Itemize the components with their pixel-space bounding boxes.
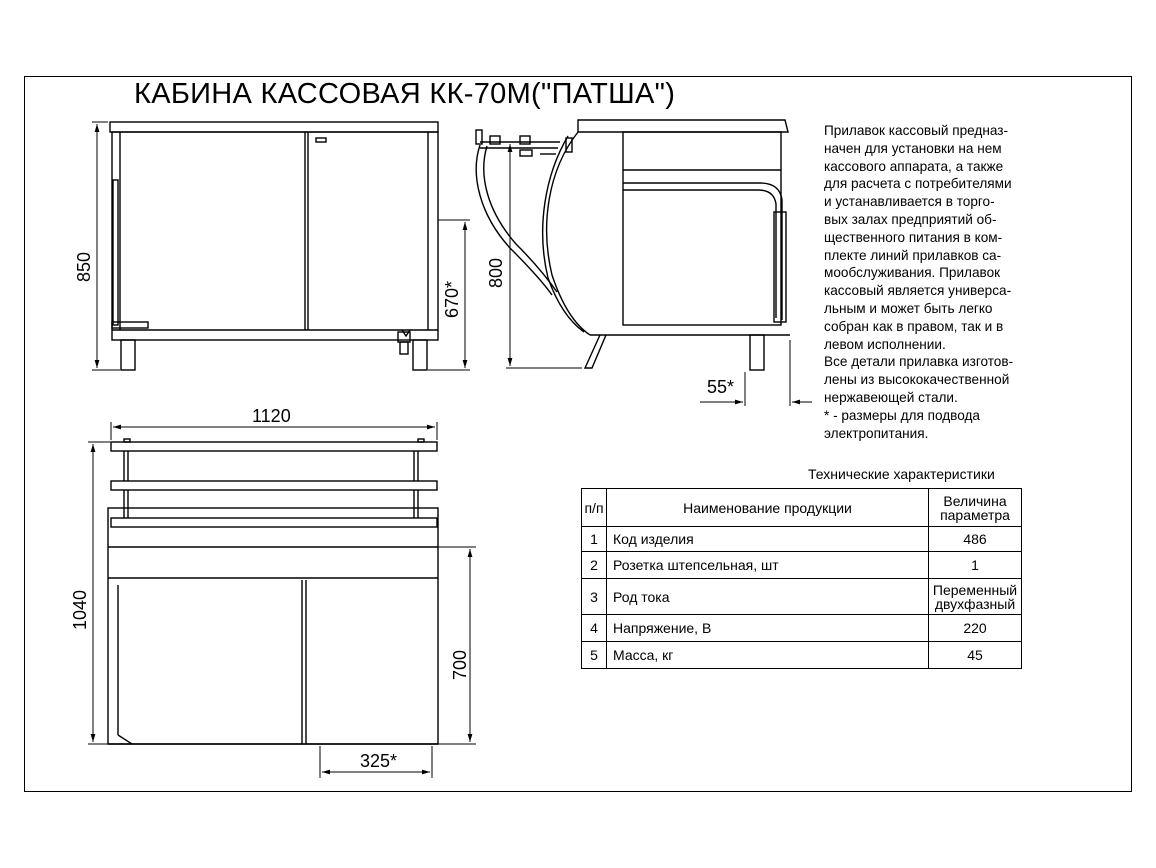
row-value: 220	[929, 614, 1022, 641]
row-name: Розетка штепсельная, шт	[607, 552, 929, 579]
specs-caption: Технические характеристики	[808, 466, 995, 482]
dim-plan-inner: 700	[450, 649, 470, 680]
dim-plan-width: 1120	[252, 406, 291, 426]
dim-front-height: 850	[74, 251, 94, 282]
header-value-line1: Величина	[943, 492, 1007, 509]
description-line: щественного питания в ком-	[824, 229, 1003, 245]
row-name: Напряжение, В	[607, 614, 929, 641]
dim-socket-height: 670*	[442, 280, 462, 318]
description-line: кассового аппарата, а также	[824, 158, 1004, 174]
specs-header-row	[582, 489, 1022, 527]
plan-view	[108, 439, 438, 744]
description-line: левом исполнении.	[824, 336, 946, 352]
description-line: начен для установки на нем	[824, 140, 1002, 156]
header-value-line2: параметра	[940, 506, 1010, 523]
description-line: лены из высококачественной	[824, 372, 1010, 388]
row-value-line2: двухфазный	[934, 595, 1016, 612]
table-row	[582, 641, 1022, 668]
row-num: 5	[582, 641, 607, 668]
description-line: электропитания.	[824, 425, 929, 441]
description-line: кассовый является универса-	[824, 283, 1012, 299]
row-value: 45	[929, 641, 1022, 668]
drawing-title: КАБИНА КАССОВАЯ КК-70М("ПАТША")	[134, 78, 676, 110]
row-name: Код изделия	[607, 527, 929, 552]
table-row	[582, 579, 1022, 614]
row-value	[929, 579, 1022, 614]
row-num: 3	[582, 579, 607, 614]
description-line: мообслуживания. Прилавок	[824, 265, 1001, 281]
product-description	[824, 122, 1054, 442]
dim-plan-depth: 1040	[70, 589, 90, 630]
header-num: п/п	[582, 489, 607, 527]
specs-table	[581, 488, 1022, 669]
header-value	[929, 489, 1022, 527]
table-row	[582, 614, 1022, 641]
row-num: 4	[582, 614, 607, 641]
header-name: Наименование продукции	[607, 489, 929, 527]
description-line: * - размеры для подвода	[824, 407, 980, 423]
description-line: собран как в правом, так и в	[824, 318, 1004, 334]
table-row	[582, 552, 1022, 579]
dim-side-height: 800	[486, 257, 506, 288]
table-row	[582, 527, 1022, 552]
row-value-line1: Переменный	[932, 581, 1018, 598]
description-line: вых залах предприятий об-	[824, 211, 997, 227]
description-line: Прилавок кассовый предназ-	[824, 123, 1009, 138]
description-line: нержавеющей стали.	[824, 389, 958, 405]
description-line: для расчета с потребителями	[824, 176, 1012, 192]
row-value: 486	[929, 527, 1022, 552]
side-view	[476, 120, 790, 370]
front-dimensions	[92, 122, 470, 370]
front-view	[110, 122, 438, 370]
row-name: Масса, кг	[607, 641, 929, 668]
description-line: плекте линий прилавков са-	[824, 247, 1002, 263]
row-num: 1	[582, 527, 607, 552]
row-value: 1	[929, 552, 1022, 579]
description-line: Все детали прилавка изготов-	[824, 354, 1014, 370]
dim-plan-offset: 325*	[360, 751, 398, 771]
description-line: льным и может быть легко	[824, 300, 993, 316]
row-name: Род тока	[607, 579, 929, 614]
dim-side-offset: 55*	[707, 377, 735, 397]
row-num: 2	[582, 552, 607, 579]
description-line: и устанавливается в торго-	[824, 194, 995, 210]
